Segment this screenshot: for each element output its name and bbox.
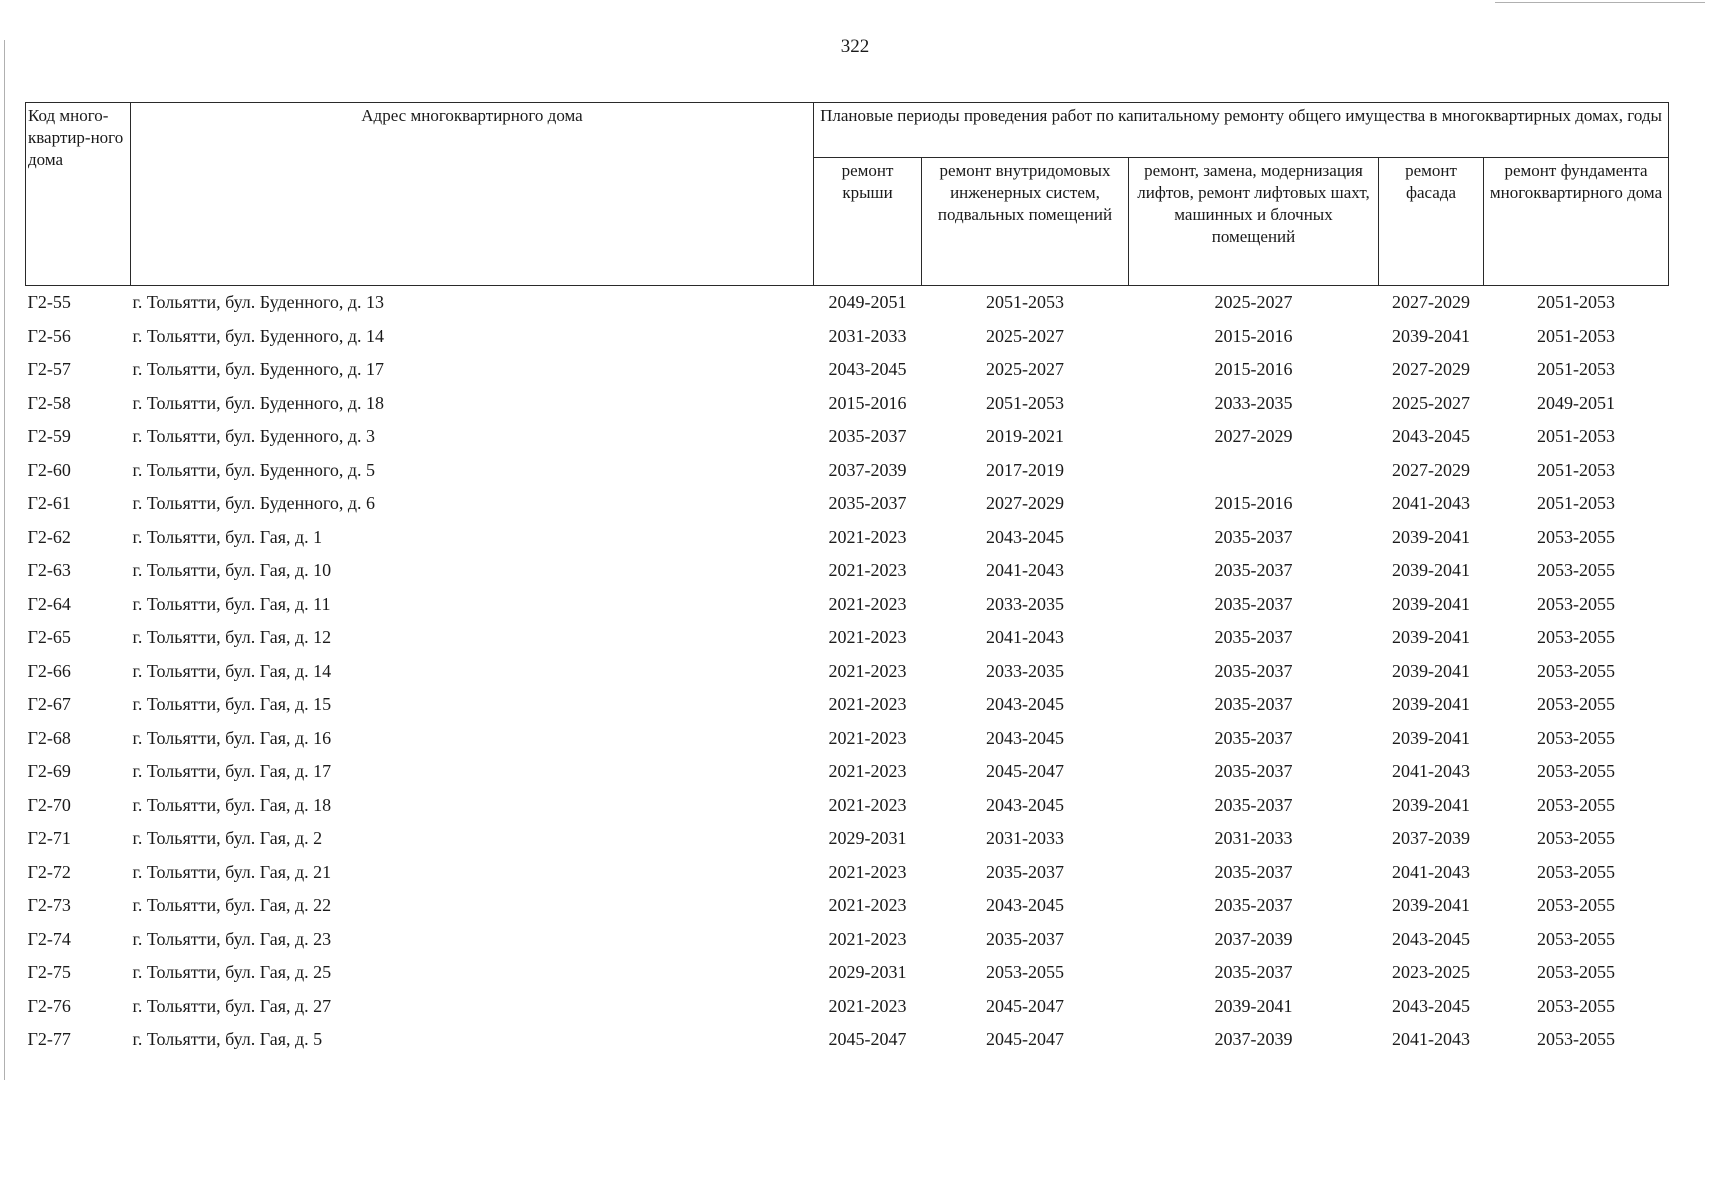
cell-foundation-period: 2051-2053 bbox=[1537, 426, 1616, 447]
cell-systems-period: 2045-2047 bbox=[986, 995, 1064, 1016]
cell-systems-period: 2043-2045 bbox=[986, 694, 1064, 715]
cell-elevators-period: 2035-2037 bbox=[1214, 560, 1293, 581]
table-row bbox=[26, 454, 1669, 488]
cell-foundation-period: 2053-2055 bbox=[1537, 828, 1616, 849]
cell-facade-period: 2039-2041 bbox=[1392, 560, 1470, 581]
cell-facade-period: 2041-2043 bbox=[1392, 861, 1470, 882]
table-row bbox=[26, 956, 1669, 990]
cell-facade-period: 2039-2041 bbox=[1392, 727, 1470, 748]
cell-facade-period: 2041-2043 bbox=[1392, 493, 1470, 514]
scan-edge-top-right bbox=[1495, 2, 1705, 3]
cell-address: г. Тольятти, бул. Буденного, д. 14 bbox=[132, 325, 385, 346]
cell-code: Г2-65 bbox=[27, 627, 71, 648]
cell-address: г. Тольятти, бул. Гая, д. 16 bbox=[132, 727, 332, 748]
table-row bbox=[26, 856, 1669, 890]
cell-code: Г2-75 bbox=[27, 962, 71, 983]
table-row bbox=[26, 521, 1669, 555]
cell-roof-period: 2029-2031 bbox=[828, 962, 907, 983]
cell-elevators-period: 2015-2016 bbox=[1214, 359, 1293, 380]
cell-address: г. Тольятти, бул. Гая, д. 25 bbox=[132, 962, 332, 983]
cell-roof-period: 2015-2016 bbox=[828, 392, 907, 413]
cell-roof-period: 2021-2023 bbox=[828, 995, 907, 1016]
cell-foundation-period: 2053-2055 bbox=[1537, 995, 1616, 1016]
cell-elevators-period: 2039-2041 bbox=[1214, 995, 1293, 1016]
cell-elevators-period: 2035-2037 bbox=[1214, 593, 1293, 614]
table-row bbox=[26, 286, 1669, 320]
cell-address: г. Тольятти, бул. Буденного, д. 13 bbox=[132, 292, 385, 313]
cell-foundation-period: 2051-2053 bbox=[1537, 459, 1616, 480]
col-header-periods-group: Плановые периоды проведения работ по капитальному ремонту общего имущества в многоквартирных домах, годы bbox=[814, 103, 1669, 158]
cell-roof-period: 2021-2023 bbox=[828, 928, 907, 949]
table-row bbox=[26, 1023, 1669, 1057]
cell-roof-period: 2043-2045 bbox=[828, 359, 907, 380]
cell-address: г. Тольятти, бул. Гая, д. 18 bbox=[132, 794, 332, 815]
cell-code: Г2-61 bbox=[27, 493, 71, 514]
cell-elevators-period: 2035-2037 bbox=[1214, 627, 1293, 648]
cell-elevators-period: 2035-2037 bbox=[1214, 694, 1293, 715]
table-row bbox=[26, 487, 1669, 521]
cell-roof-period: 2021-2023 bbox=[828, 861, 907, 882]
cell-address: г. Тольятти, бул. Гая, д. 2 bbox=[132, 828, 323, 849]
cell-code: Г2-64 bbox=[27, 593, 71, 614]
cell-facade-period: 2043-2045 bbox=[1392, 928, 1470, 949]
cell-facade-period: 2039-2041 bbox=[1392, 526, 1470, 547]
cell-foundation-period: 2053-2055 bbox=[1537, 794, 1616, 815]
col-header-foundation: ремонт фундамента многоквартирного дома bbox=[1484, 158, 1669, 286]
table-row bbox=[26, 621, 1669, 655]
cell-roof-period: 2021-2023 bbox=[828, 794, 907, 815]
cell-roof-period: 2049-2051 bbox=[828, 292, 907, 313]
cell-roof-period: 2021-2023 bbox=[828, 526, 907, 547]
cell-systems-period: 2045-2047 bbox=[986, 1029, 1064, 1050]
table-row bbox=[26, 353, 1669, 387]
cell-address: г. Тольятти, бул. Гая, д. 22 bbox=[132, 895, 332, 916]
cell-facade-period: 2039-2041 bbox=[1392, 794, 1470, 815]
cell-systems-period: 2025-2027 bbox=[986, 359, 1064, 380]
cell-elevators-period: 2033-2035 bbox=[1214, 392, 1293, 413]
cell-address: г. Тольятти, бул. Буденного, д. 18 bbox=[132, 392, 385, 413]
table-row bbox=[26, 420, 1669, 454]
cell-code: Г2-66 bbox=[27, 660, 71, 681]
cell-elevators-period: 2035-2037 bbox=[1214, 895, 1293, 916]
cell-code: Г2-71 bbox=[27, 828, 71, 849]
cell-elevators-period: 2025-2027 bbox=[1214, 292, 1293, 313]
table-row bbox=[26, 889, 1669, 923]
cell-foundation-period: 2051-2053 bbox=[1537, 493, 1616, 514]
cell-roof-period: 2021-2023 bbox=[828, 627, 907, 648]
cell-roof-period: 2035-2037 bbox=[828, 426, 907, 447]
cell-systems-period: 2053-2055 bbox=[986, 962, 1064, 983]
cell-address: г. Тольятти, бул. Гая, д. 14 bbox=[132, 660, 332, 681]
cell-code: Г2-76 bbox=[27, 995, 71, 1016]
cell-facade-period: 2039-2041 bbox=[1392, 694, 1470, 715]
col-header-facade: ремонт фасада bbox=[1379, 158, 1484, 286]
table-body bbox=[26, 286, 1669, 1057]
cell-systems-period: 2035-2037 bbox=[986, 928, 1064, 949]
cell-facade-period: 2025-2027 bbox=[1392, 392, 1470, 413]
cell-code: Г2-58 bbox=[27, 392, 71, 413]
col-header-systems: ремонт внутридомовых инженерных систем, подвальных помещений bbox=[922, 158, 1129, 286]
cell-elevators-period: 2035-2037 bbox=[1214, 794, 1293, 815]
cell-foundation-period: 2053-2055 bbox=[1537, 761, 1616, 782]
cell-elevators-period: 2015-2016 bbox=[1214, 325, 1293, 346]
cell-elevators-period: 2035-2037 bbox=[1214, 660, 1293, 681]
col-header-roof: ремонт крыши bbox=[814, 158, 922, 286]
cell-facade-period: 2039-2041 bbox=[1392, 627, 1470, 648]
cell-foundation-period: 2051-2053 bbox=[1537, 292, 1616, 313]
cell-roof-period: 2021-2023 bbox=[828, 727, 907, 748]
cell-systems-period: 2045-2047 bbox=[986, 761, 1064, 782]
cell-foundation-period: 2053-2055 bbox=[1537, 928, 1616, 949]
cell-facade-period: 2023-2025 bbox=[1392, 962, 1470, 983]
cell-elevators-period: 2037-2039 bbox=[1214, 1029, 1293, 1050]
cell-address: г. Тольятти, бул. Гая, д. 17 bbox=[132, 761, 332, 782]
cell-elevators-period bbox=[1129, 454, 1379, 488]
cell-code: Г2-67 bbox=[27, 694, 71, 715]
cell-roof-period: 2021-2023 bbox=[828, 895, 907, 916]
cell-roof-period: 2021-2023 bbox=[828, 560, 907, 581]
cell-systems-period: 2051-2053 bbox=[986, 292, 1064, 313]
cell-roof-period: 2021-2023 bbox=[828, 694, 907, 715]
cell-foundation-period: 2053-2055 bbox=[1537, 861, 1616, 882]
scan-edge-left bbox=[4, 40, 5, 1080]
cell-elevators-period: 2035-2037 bbox=[1214, 727, 1293, 748]
cell-code: Г2-57 bbox=[27, 359, 71, 380]
table-row bbox=[26, 655, 1669, 689]
table-row bbox=[26, 554, 1669, 588]
table-row bbox=[26, 387, 1669, 421]
cell-code: Г2-56 bbox=[27, 325, 71, 346]
cell-elevators-period: 2035-2037 bbox=[1214, 962, 1293, 983]
table-row bbox=[26, 688, 1669, 722]
table-row bbox=[26, 789, 1669, 823]
cell-address: г. Тольятти, бул. Гая, д. 21 bbox=[132, 861, 332, 882]
cell-foundation-period: 2053-2055 bbox=[1537, 660, 1616, 681]
cell-roof-period: 2029-2031 bbox=[828, 828, 907, 849]
cell-elevators-period: 2035-2037 bbox=[1214, 861, 1293, 882]
table-row bbox=[26, 990, 1669, 1024]
cell-systems-period: 2031-2033 bbox=[986, 828, 1064, 849]
cell-facade-period: 2027-2029 bbox=[1392, 292, 1470, 313]
cell-address: г. Тольятти, бул. Гая, д. 10 bbox=[132, 560, 332, 581]
cell-elevators-period: 2015-2016 bbox=[1214, 493, 1293, 514]
table-row bbox=[26, 923, 1669, 957]
cell-foundation-period: 2053-2055 bbox=[1537, 627, 1616, 648]
cell-systems-period: 2027-2029 bbox=[986, 493, 1064, 514]
cell-facade-period: 2041-2043 bbox=[1392, 761, 1470, 782]
cell-code: Г2-60 bbox=[27, 459, 71, 480]
cell-facade-period: 2037-2039 bbox=[1392, 828, 1470, 849]
cell-facade-period: 2039-2041 bbox=[1392, 325, 1470, 346]
cell-roof-period: 2045-2047 bbox=[828, 1029, 907, 1050]
cell-elevators-period: 2027-2029 bbox=[1214, 426, 1293, 447]
cell-code: Г2-77 bbox=[27, 1029, 71, 1050]
cell-address: г. Тольятти, бул. Гая, д. 15 bbox=[132, 694, 332, 715]
page-number: 322 bbox=[840, 36, 870, 57]
table-row bbox=[26, 755, 1669, 789]
cell-foundation-period: 2053-2055 bbox=[1537, 962, 1616, 983]
cell-foundation-period: 2053-2055 bbox=[1537, 526, 1616, 547]
cell-systems-period: 2041-2043 bbox=[986, 627, 1064, 648]
table-row bbox=[26, 588, 1669, 622]
cell-code: Г2-74 bbox=[27, 928, 71, 949]
cell-systems-period: 2043-2045 bbox=[986, 895, 1064, 916]
cell-systems-period: 2041-2043 bbox=[986, 560, 1064, 581]
cell-systems-period: 2043-2045 bbox=[986, 727, 1064, 748]
cell-foundation-period: 2053-2055 bbox=[1537, 727, 1616, 748]
table-row bbox=[26, 822, 1669, 856]
cell-roof-period: 2021-2023 bbox=[828, 593, 907, 614]
cell-elevators-period: 2035-2037 bbox=[1214, 761, 1293, 782]
cell-systems-period: 2017-2019 bbox=[986, 459, 1064, 480]
cell-address: г. Тольятти, бул. Буденного, д. 3 bbox=[132, 426, 376, 447]
col-header-code: Код много-квартир-ного дома bbox=[26, 103, 131, 286]
cell-foundation-period: 2053-2055 bbox=[1537, 1029, 1616, 1050]
cell-roof-period: 2031-2033 bbox=[828, 325, 907, 346]
cell-address: г. Тольятти, бул. Гая, д. 12 bbox=[132, 627, 332, 648]
cell-address: г. Тольятти, бул. Буденного, д. 17 bbox=[132, 359, 385, 380]
cell-facade-period: 2039-2041 bbox=[1392, 593, 1470, 614]
cell-systems-period: 2033-2035 bbox=[986, 593, 1064, 614]
repair-schedule-table bbox=[25, 102, 1669, 1057]
cell-elevators-period: 2037-2039 bbox=[1214, 928, 1293, 949]
cell-code: Г2-62 bbox=[27, 526, 71, 547]
cell-address: г. Тольятти, бул. Гая, д. 1 bbox=[132, 526, 323, 547]
cell-systems-period: 2035-2037 bbox=[986, 861, 1064, 882]
cell-address: г. Тольятти, бул. Гая, д. 5 bbox=[132, 1029, 323, 1050]
cell-code: Г2-73 bbox=[27, 895, 71, 916]
cell-systems-period: 2051-2053 bbox=[986, 392, 1064, 413]
col-header-elevators: ремонт, замена, модернизация лифтов, ремонт лифтовых шахт, машинных и блочных помещений bbox=[1129, 158, 1379, 286]
cell-systems-period: 2025-2027 bbox=[986, 325, 1064, 346]
cell-code: Г2-68 bbox=[27, 727, 71, 748]
cell-facade-period: 2043-2045 bbox=[1392, 995, 1470, 1016]
cell-roof-period: 2021-2023 bbox=[828, 761, 907, 782]
cell-code: Г2-69 bbox=[27, 761, 71, 782]
cell-facade-period: 2027-2029 bbox=[1392, 359, 1470, 380]
cell-elevators-period: 2035-2037 bbox=[1214, 526, 1293, 547]
cell-foundation-period: 2051-2053 bbox=[1537, 325, 1616, 346]
cell-address: г. Тольятти, бул. Гая, д. 27 bbox=[132, 995, 332, 1016]
cell-systems-period: 2033-2035 bbox=[986, 660, 1064, 681]
cell-foundation-period: 2049-2051 bbox=[1537, 392, 1616, 413]
cell-facade-period: 2027-2029 bbox=[1392, 459, 1470, 480]
col-header-address: Адрес многоквартирного дома bbox=[131, 103, 814, 286]
cell-systems-period: 2019-2021 bbox=[986, 426, 1064, 447]
cell-code: Г2-55 bbox=[27, 292, 71, 313]
cell-address: г. Тольятти, бул. Буденного, д. 5 bbox=[132, 459, 376, 480]
cell-foundation-period: 2053-2055 bbox=[1537, 560, 1616, 581]
cell-foundation-period: 2053-2055 bbox=[1537, 593, 1616, 614]
cell-systems-period: 2043-2045 bbox=[986, 526, 1064, 547]
cell-code: Г2-63 bbox=[27, 560, 71, 581]
table-row bbox=[26, 722, 1669, 756]
cell-facade-period: 2043-2045 bbox=[1392, 426, 1470, 447]
cell-foundation-period: 2051-2053 bbox=[1537, 359, 1616, 380]
cell-foundation-period: 2053-2055 bbox=[1537, 694, 1616, 715]
cell-address: г. Тольятти, бул. Гая, д. 23 bbox=[132, 928, 332, 949]
cell-code: Г2-72 bbox=[27, 861, 71, 882]
cell-address: г. Тольятти, бул. Гая, д. 11 bbox=[132, 593, 331, 614]
cell-roof-period: 2037-2039 bbox=[828, 459, 907, 480]
cell-systems-period: 2043-2045 bbox=[986, 794, 1064, 815]
cell-code: Г2-70 bbox=[27, 794, 71, 815]
cell-roof-period: 2035-2037 bbox=[828, 493, 907, 514]
cell-address: г. Тольятти, бул. Буденного, д. 6 bbox=[132, 493, 376, 514]
cell-foundation-period: 2053-2055 bbox=[1537, 895, 1616, 916]
cell-facade-period: 2039-2041 bbox=[1392, 660, 1470, 681]
cell-code: Г2-59 bbox=[27, 426, 71, 447]
table-row bbox=[26, 320, 1669, 354]
cell-roof-period: 2021-2023 bbox=[828, 660, 907, 681]
cell-facade-period: 2041-2043 bbox=[1392, 1029, 1470, 1050]
cell-facade-period: 2039-2041 bbox=[1392, 895, 1470, 916]
cell-elevators-period: 2031-2033 bbox=[1214, 828, 1293, 849]
header-row-top bbox=[26, 103, 1669, 158]
